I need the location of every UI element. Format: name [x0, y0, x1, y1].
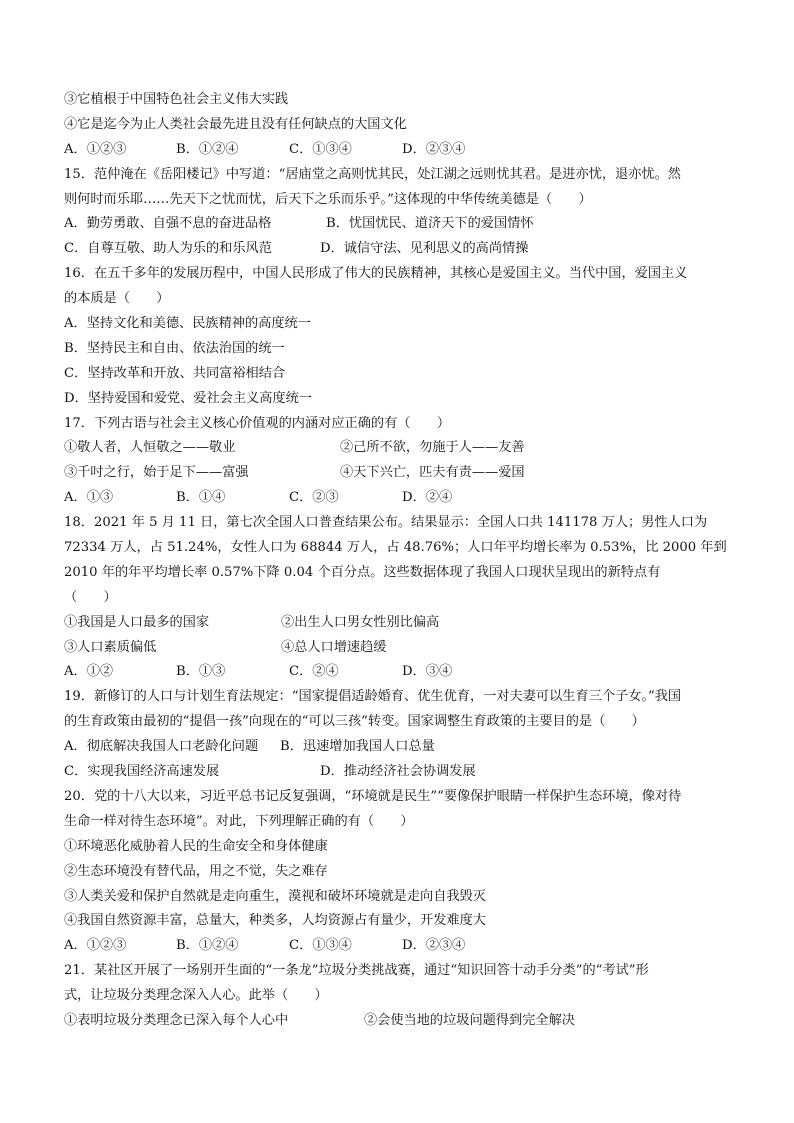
- q16-option-d[interactable]: D．坚持爱国和爱党、爱社会主义高度统一: [64, 390, 312, 406]
- q17-statement-3: ③千吋之行，始于足下——富强: [64, 465, 249, 481]
- q21-statements-12: [64, 1009, 732, 1034]
- q19-options-cd: [64, 760, 732, 785]
- q19-stem-line-1: 19．新修订的人口与计划生育法规定：“国家提倡适龄婚育、优生优育，一对夫妻可以生育三个子女。”我国: [64, 689, 682, 705]
- q17-statement-1: ①敬人者，人恒敬之——敬业: [64, 440, 236, 456]
- q14-option-a[interactable]: A．①②③: [64, 141, 127, 157]
- q18-stem-line-2: 72334 万人，占 51.24%，女性人口为 68844 万人，占 48.76%；人口年平均增长率为 0.53%，比 2000 年到: [64, 540, 727, 556]
- q19-option-d[interactable]: D．推动经济社会协调发展: [320, 764, 476, 780]
- q20-statement-1: ①环境恶化威胁着人民的生命安全和身体健康: [64, 838, 328, 854]
- q21-stem-line-2: 式，让垃圾分类理念深入人心。此举（ ）: [64, 988, 328, 1004]
- q15-option-a[interactable]: A．勤劳勇敢、自强不息的奋进品格: [64, 216, 272, 232]
- q15-options-ab: [64, 212, 732, 237]
- q17-statement-2: ②己所不欲，勿施于人——友善: [340, 440, 525, 456]
- q20-statement-4: ④我国自然资源丰富，总量大，种类多，人均资源占有量少，开发难度大: [64, 913, 486, 929]
- q15-stem-line-1: 15．范仲淹在《岳阳楼记》中写道：“居庙堂之高则忧其民，处江湖之远则忧其君。是进亦忧，退亦忧。然: [64, 166, 681, 182]
- q20-options: [64, 934, 732, 959]
- q18-statements-12: [64, 611, 732, 636]
- q14-options: [64, 138, 732, 163]
- q18-options: [64, 660, 732, 685]
- q21-statement-1: ①表明垃圾分类理念已深入每个人心中: [64, 1012, 289, 1028]
- q20-option-c[interactable]: C．①③④: [289, 938, 352, 954]
- q17-statement-4: ④天下兴亡，匹夫有责——爱国: [340, 465, 525, 481]
- q15-stem-line-2: 则何时而乐耶……先天下之忧而忧，后天下之乐而乐乎。”这体现的中华传统美德是（ ）: [64, 191, 592, 207]
- q16-option-c[interactable]: C．坚持改革和开放、共同富裕相结合: [64, 365, 286, 381]
- q19-option-b[interactable]: B．迅速增加我国人口总量: [280, 739, 435, 755]
- q20-statement-2: ②生态环境没有替代品，用之不觉，失之难存: [64, 863, 328, 879]
- q19-option-a[interactable]: A．彻底解决我国人口老龄化问题: [64, 739, 259, 755]
- q18-statements-34: [64, 636, 732, 661]
- q15-option-d[interactable]: D．诚信守法、见利思义的高尚情操: [320, 241, 529, 257]
- q20-option-a[interactable]: A．①②③: [64, 938, 127, 954]
- q14-option-c[interactable]: C．①③④: [289, 141, 352, 157]
- q21-stem-line-1: 21．某社区开展了一场别开生面的“一条龙”垃圾分类挑战赛，通过“知识回答十动手分类”的“考试”形: [64, 963, 649, 979]
- q18-option-d[interactable]: D．③④: [402, 664, 453, 680]
- q18-stem-line-4: （ ）: [64, 589, 117, 605]
- q16-option-b[interactable]: B．坚持民主和自由、依法治国的统一: [64, 340, 285, 356]
- q19-options-ab: [64, 735, 732, 760]
- q14-statement-4: ④它是迄今为止人类社会最先进且没有任何缺点的大国文化: [64, 116, 407, 132]
- q18-statement-1: ①我国是人口最多的国家: [64, 614, 210, 630]
- q18-statement-2: ②出生人口男女性别比偏高: [281, 614, 440, 630]
- q15-options-cd: [64, 237, 732, 262]
- q17-option-b[interactable]: B．①④: [176, 490, 226, 506]
- q20-stem-line-2: 生命一样对待生态环境”。对此，下列理解正确的有（ ）: [64, 813, 414, 829]
- q17-statements-12: [64, 436, 732, 461]
- q14-option-b[interactable]: B．①②④: [176, 141, 239, 157]
- q18-option-b[interactable]: B．①③: [176, 664, 226, 680]
- q20-option-b[interactable]: B．①②④: [176, 938, 239, 954]
- q18-option-c[interactable]: C．②④: [289, 664, 339, 680]
- q19-option-c[interactable]: C．实现我国经济高速发展: [64, 764, 220, 780]
- q20-stem-line-1: 20．党的十八大以来，习近平总书记反复强调，“环境就是民生”“要像保护眼睛一样保护生态环境，像对待: [64, 788, 682, 804]
- q17-option-c[interactable]: C．②③: [289, 490, 339, 506]
- q14-statement-3: ③它植根于中国特色社会主义伟大实践: [64, 92, 289, 107]
- q17-statements-34: [64, 461, 732, 486]
- q15-option-b[interactable]: B．忧国忧民、道济天下的爱国情怀: [326, 216, 534, 232]
- q17-option-d[interactable]: D．②④: [402, 490, 453, 506]
- q21-statement-2: ②会使当地的垃圾问题得到完全解决: [364, 1012, 575, 1028]
- q17-options: [64, 486, 732, 511]
- q15-option-c[interactable]: C．自尊互敬、助人为乐的和乐风范: [64, 241, 272, 257]
- q18-statement-4: ④总人口增速趋缓: [281, 639, 387, 655]
- q16-stem-line-1: 16．在五千多年的发展历程中，中国人民形成了伟大的民族精神，其核心是爱国主义。当代中国，爱国主义: [64, 266, 688, 282]
- question-list: [64, 88, 732, 1034]
- q20-statement-3: ③人类关爱和保护自然就是走向重生，漠视和破坏环境就是走向自我毁灭: [64, 888, 486, 904]
- q16-stem-line-2: 的本质是（ ）: [64, 291, 170, 307]
- q19-stem-line-2: 的生育政策由最初的“提倡一孩”向现在的“可以三孩”转变。国家调整生育政策的主要目的是（ ）: [64, 714, 645, 730]
- q14-option-d[interactable]: D．②③④: [402, 141, 466, 157]
- q17-option-a[interactable]: A．①③: [64, 490, 114, 506]
- q20-option-d[interactable]: D．②③④: [402, 938, 466, 954]
- q17-stem: 17．下列古语与社会主义核心价值观的内涵对应正确的有（ ）: [64, 415, 451, 431]
- q18-stem-line-1: 18．2021 年 5 月 11 日，第七次全国人口普查结果公布。结果显示：全国人口共 141178 万人；男性人口为: [64, 515, 708, 531]
- q18-stem-line-3: 2010 年的年平均增长率 0.57%下降 0.04 个百分点。这些数据体现了我国人口现状呈现出的新特点有: [64, 564, 661, 580]
- q18-statement-3: ③人口素质偏低: [64, 639, 157, 655]
- q18-option-a[interactable]: A．①②: [64, 664, 114, 680]
- q16-option-a[interactable]: A．坚持文化和美德、民族精神的高度统一: [64, 316, 311, 332]
